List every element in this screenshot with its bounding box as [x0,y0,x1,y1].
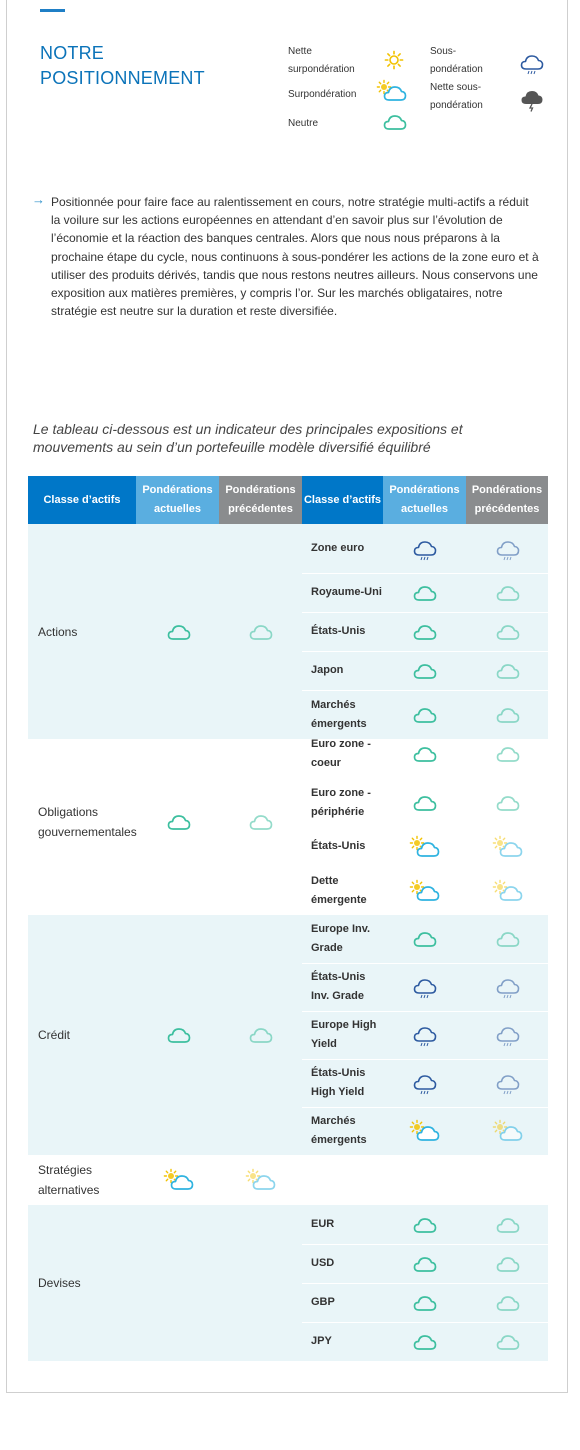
header-previous-weightings: Pondérations précédentes [219,476,302,524]
table-row-label: GBP [311,1296,335,1308]
cloud-icon [495,928,521,955]
cloud-icon [495,1214,521,1241]
table-row-label: JPY [311,1335,332,1347]
asset-class-label: Stratégies alternatives [38,1163,100,1197]
table-row-label: EUR [311,1218,335,1230]
sun-cloud-icon [245,1168,277,1197]
cloud-icon [412,1292,438,1319]
table-row-label: États-Unis [311,840,366,852]
header-asset-class: Classe d’actifs [28,476,136,524]
arrow-right-icon: → [32,192,45,207]
table-row-label: Euro zone - périphérie [311,786,371,818]
table-row-label: Royaume-Uni [311,586,382,598]
cloud-icon [382,111,408,138]
cloud-icon [495,743,521,770]
header-sub-previous-weightings: Pondérations précédentes [466,476,548,524]
sun-cloud-icon [492,1119,524,1148]
cloud-icon [495,582,521,609]
table-row-label: États-Unis High Yield [311,1067,366,1098]
table-row-label: Euro zone - coeur [311,737,371,769]
sun-cloud-icon [492,879,524,908]
asset-class-label: Crédit [38,1028,71,1042]
sun-cloud-icon [409,1119,441,1148]
cloud-icon [412,1253,438,1280]
table-row-label: Japon [311,664,344,676]
table-row-label: Europe Inv. Grade [311,923,371,954]
legend-label-underweight: Sous-pondération [430,46,483,75]
cloud-icon [495,704,521,731]
cloud-icon [412,582,438,609]
cloud-icon [166,1024,192,1051]
cloud-icon [495,621,521,648]
intro-paragraph: Positionnée pour faire face au ralentissement en cours, notre stratégie multi-actifs a réduit la voilure sur les actions européennes en attendant d’en savoir plus sur l’évolution de l’économie et la réaction des banques centrales. Alors que nous nous préparons à la prochaine étape du cycle, nous continuons à sous-pondérer les actions de la zone euro et à utiliser des produits dérivés, tandis que nous restons neutres ailleurs. Nous conservons une exposition aux matières premières, y compris l’or. Sur les marchés obligataires, notre stratégie est neutre sur la duration et reste diversifiée. [51,195,539,319]
storm-cloud-icon [520,86,544,117]
top-accent-bar [40,9,65,12]
sun-cloud-icon [409,835,441,864]
table-row-label: USD [311,1257,335,1269]
sun-icon [384,50,404,75]
asset-class-label: Obligations gouvernementales [38,805,137,839]
sun-cloud-icon [376,79,408,108]
cloud-icon [495,1253,521,1280]
legend-label-overweight: Surpondération [288,89,357,100]
cloud-icon [412,1214,438,1241]
cloud-icon [412,704,438,731]
cloud-icon [166,621,192,648]
asset-class-label: Devises [38,1276,81,1290]
rain-cloud-icon [496,1071,520,1100]
rain-cloud-icon [496,537,520,566]
legend-label-strong-overweight: Nette surpondération [288,46,355,75]
table-caption: Le tableau ci-dessous est un indicateur des principales expositions et mouvements au sein d’un portefeuille modèle diversifié équilibré [33,421,463,455]
cloud-icon [412,621,438,648]
header-sub-asset-class: Classe d’actifs [302,476,383,524]
table-row-label: Zone euro [311,542,365,554]
cloud-icon [248,811,274,838]
rain-cloud-icon [496,1023,520,1052]
rain-cloud-icon [413,975,437,1004]
page-title: NOTRE POSITIONNEMENT [40,43,205,88]
asset-class-label: Actions [38,624,78,639]
cloud-icon [495,1292,521,1319]
table-row-label: Marchés émergents [311,698,367,730]
table-row-label: États-Unis Inv. Grade [311,971,366,1002]
header-current-weightings: Pondérations actuelles [136,476,219,524]
legend-label-neutral: Neutre [288,118,319,129]
rain-cloud-icon [520,51,544,80]
rain-cloud-icon [496,975,520,1004]
legend-label-strong-underweight: Nette sous-pondération [430,82,483,111]
table-row-label: Dette émergente [311,874,367,906]
rain-cloud-icon [413,1071,437,1100]
cloud-icon [412,792,438,819]
cloud-icon [412,928,438,955]
cloud-icon [495,1331,521,1358]
cloud-icon [412,743,438,770]
header-sub-current-weightings: Pondérations actuelles [383,476,466,524]
cloud-icon [495,660,521,687]
cloud-icon [248,621,274,648]
cloud-icon [412,660,438,687]
table-row-label: Marchés émergents [311,1115,367,1146]
sun-cloud-icon [163,1168,195,1197]
cloud-icon [166,811,192,838]
sun-cloud-icon [492,835,524,864]
cloud-icon [248,1024,274,1051]
sun-cloud-icon [409,879,441,908]
table-row-label: Europe High Yield [311,1019,377,1050]
rain-cloud-icon [413,537,437,566]
cloud-icon [412,1331,438,1358]
table-row-label: États-Unis [311,625,366,637]
cloud-icon [495,792,521,819]
rain-cloud-icon [413,1023,437,1052]
